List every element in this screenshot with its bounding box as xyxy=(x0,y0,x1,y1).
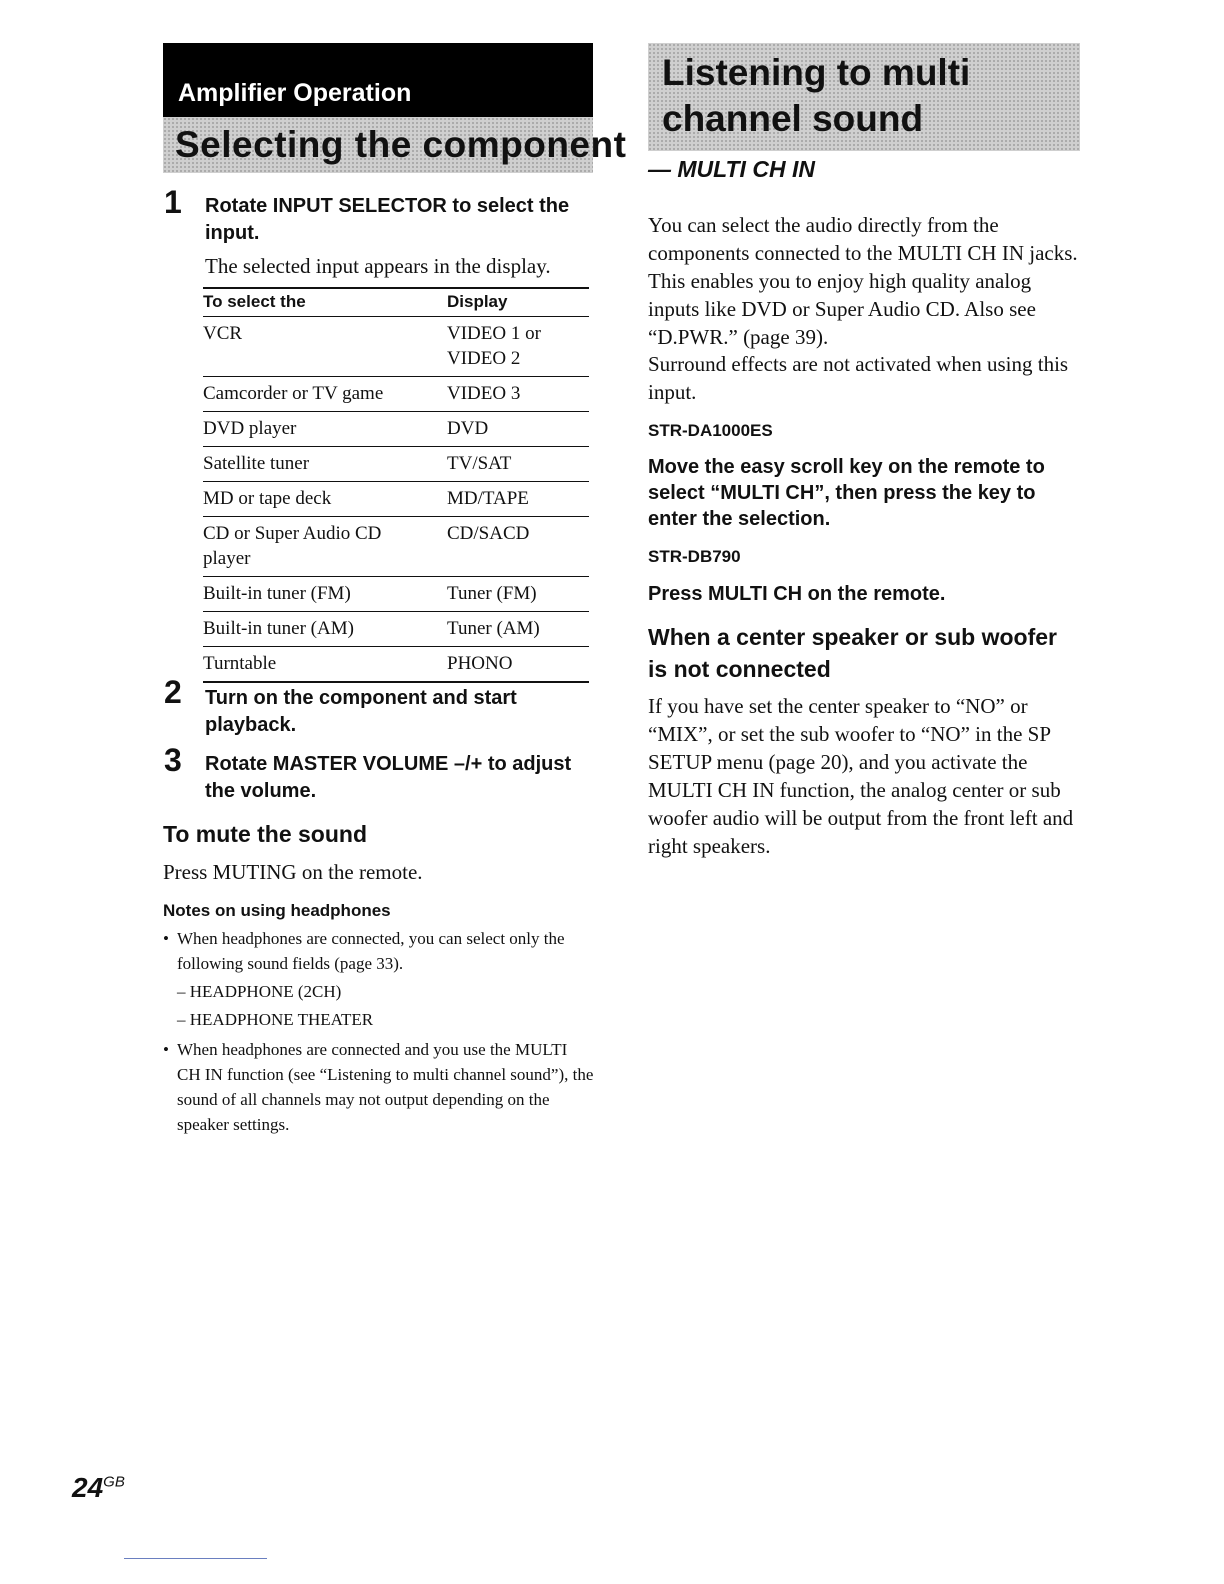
page-number xyxy=(72,1472,125,1504)
body-text: If you have set the center speaker to “NO” or “MIX”, or set the sub woofer to “NO” in the SP SETUP menu (page 20), and you activate the MULTI CH IN function, the analog center or sub woofer audio will be output from the front left and right speakers. xyxy=(648,694,1074,858)
table-cell: Tuner (AM) xyxy=(447,612,589,647)
table-cell: Built-in tuner (AM) xyxy=(203,612,447,647)
table-cell: Camcorder or TV game xyxy=(203,377,447,412)
step-number: 1 xyxy=(164,184,182,220)
table-row xyxy=(203,447,589,482)
table-row xyxy=(203,412,589,447)
step-text: Rotate INPUT SELECTOR to select the input. xyxy=(205,195,570,244)
table-header-row xyxy=(203,288,589,317)
table-row xyxy=(203,517,589,577)
body-text: Press MUTING on the remote. xyxy=(163,860,423,884)
page-number-value: 24 xyxy=(72,1472,104,1503)
page-title: Selecting the component xyxy=(175,124,627,165)
table-cell: MD or tape deck xyxy=(203,482,447,517)
footer-divider xyxy=(124,1558,267,1559)
table-cell: Built-in tuner (FM) xyxy=(203,577,447,612)
table-cell: MD/TAPE xyxy=(447,482,589,517)
table-cell: DVD xyxy=(447,412,589,447)
body-text: Surround effects are not activated when using this input. xyxy=(648,352,1069,404)
section-heading: To mute the sound xyxy=(163,821,368,847)
section-label: Amplifier Operation xyxy=(163,43,593,117)
table-cell: CD or Super Audio CD player xyxy=(203,517,447,577)
table-row xyxy=(203,377,589,412)
table-row xyxy=(203,612,589,647)
step-description: The selected input appears in the display. xyxy=(205,254,551,278)
table-cell: TV/SAT xyxy=(447,447,589,482)
column-header: Display xyxy=(447,288,589,317)
model-label: STR-DA1000ES xyxy=(648,421,773,440)
table-row xyxy=(203,482,589,517)
table-cell: Tuner (FM) xyxy=(447,577,589,612)
table-cell: VCR xyxy=(203,317,447,377)
notes-heading: Notes on using headphones xyxy=(163,901,391,920)
step-number: 3 xyxy=(164,742,182,778)
note-subitem: – HEADPHONE (2CH) xyxy=(177,982,342,1001)
table-row xyxy=(203,577,589,612)
note-item: • When headphones are connected, you can select only the following sound fields (page 33). xyxy=(163,926,595,976)
step-number: 2 xyxy=(164,674,182,710)
table-cell: DVD player xyxy=(203,412,447,447)
step-text: Rotate MASTER VOLUME –/+ to adjust the volume. xyxy=(205,753,572,802)
table-cell: VIDEO 1 or VIDEO 2 xyxy=(447,317,589,377)
section-subtitle: — MULTI CH IN xyxy=(648,156,815,182)
note-subitem: – HEADPHONE THEATER xyxy=(177,1010,374,1029)
section-heading: When a center speaker or sub woofer is not connected xyxy=(648,624,1058,682)
instruction: Move the easy scroll key on the remote to select “MULTI CH”, then press the key to enter the selection. xyxy=(648,456,1045,530)
instruction: Press MULTI CH on the remote. xyxy=(648,583,946,605)
column-header: To select the xyxy=(203,288,447,317)
page-number-suffix: GB xyxy=(103,1473,125,1491)
table-cell: PHONO xyxy=(447,647,589,683)
model-label: STR-DB790 xyxy=(648,547,741,566)
input-table xyxy=(203,287,589,683)
step-text: Turn on the component and start playback. xyxy=(205,687,517,736)
note-item: • When headphones are connected and you use the MULTI CH IN function (see “Listening to multi channel sound”), the sound of all channels may not output depending on the speaker settings. xyxy=(163,1037,595,1137)
section-title: Listening to multi channel sound xyxy=(662,52,971,139)
table-row xyxy=(203,317,589,377)
table-cell: CD/SACD xyxy=(447,517,589,577)
table-cell: Satellite tuner xyxy=(203,447,447,482)
table-cell: Turntable xyxy=(203,647,447,683)
table-row xyxy=(203,647,589,683)
notes-list xyxy=(163,926,595,1137)
table-cell: VIDEO 3 xyxy=(447,377,589,412)
body-text: You can select the audio directly from the components connected to the MULTI CH IN jacks. This enables you to enjoy high quality analog inputs like DVD or Super Audio CD. Also see “D.PWR.” (page 39). xyxy=(648,213,1078,349)
